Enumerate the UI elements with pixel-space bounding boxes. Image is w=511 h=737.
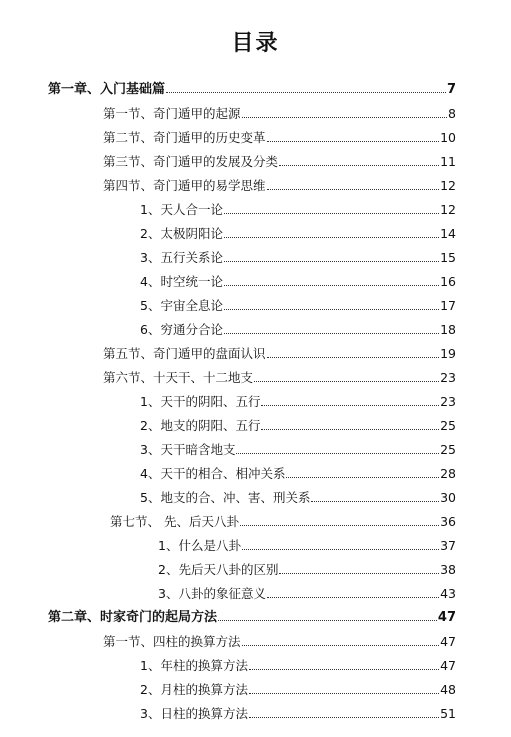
- toc-entry-label: 4、天干的相合、相冲关系: [140, 466, 286, 481]
- toc-page-number: 47: [440, 658, 456, 673]
- toc-leader-dots: [242, 540, 439, 550]
- toc-entry-label: 第二节、奇门遁甲的历史变革: [103, 130, 266, 145]
- toc-entry-label: 第三节、奇门遁甲的发展及分类: [103, 154, 279, 169]
- toc-entry-label: 4、时空统一论: [140, 274, 223, 289]
- toc-title: 目录: [231, 31, 280, 56]
- toc-entry-label: 第四节、奇门遁甲的易学思维: [103, 178, 266, 193]
- toc-page-number: 47: [440, 634, 456, 649]
- toc-entry: [140, 682, 456, 698]
- toc-entry-label: 2、月柱的换算方法: [140, 682, 248, 697]
- toc-entry-label: 1、天人合一论: [140, 202, 223, 217]
- toc-page-number: 38: [440, 562, 456, 577]
- toc-leader-dots: [224, 300, 439, 310]
- toc-entry: [103, 106, 456, 122]
- toc-page-number: 23: [440, 394, 456, 409]
- toc-page-number: 30: [440, 490, 456, 505]
- toc-entry: [140, 706, 456, 722]
- toc-entry-label: 2、地支的阴阳、五行: [140, 418, 261, 433]
- toc-entry: [140, 466, 456, 482]
- toc-leader-dots: [224, 228, 439, 238]
- toc-page-number: 43: [440, 586, 456, 601]
- toc-page-number: 10: [440, 130, 456, 145]
- toc-leader-dots: [166, 83, 446, 93]
- toc-entry: [140, 322, 456, 338]
- toc-page-number: 17: [440, 298, 456, 313]
- toc-entry-label: 第一节、奇门遁甲的起源: [103, 106, 241, 121]
- toc-page-number: 51: [440, 706, 456, 721]
- toc-page-number: 18: [440, 322, 456, 337]
- toc-entry: [103, 370, 456, 386]
- toc-entry-label: 5、宇宙全息论: [140, 298, 223, 313]
- toc-page-number: 48: [440, 682, 456, 697]
- toc-page-number: 16: [440, 274, 456, 289]
- toc-entry-label: 1、什么是八卦: [158, 538, 241, 553]
- toc-entry-label: 3、五行关系论: [140, 250, 223, 265]
- toc-leader-dots: [311, 492, 439, 502]
- toc-entry-label: 5、地支的合、冲、害、刑关系: [140, 490, 311, 505]
- toc-entry: [140, 298, 456, 314]
- toc-entry-label: 第二章、时家奇门的起局方法: [48, 610, 218, 625]
- toc-leader-dots: [224, 276, 439, 286]
- toc-leader-dots: [267, 180, 440, 190]
- toc-leader-dots: [240, 516, 439, 526]
- toc-leader-dots: [279, 156, 439, 166]
- toc-entry: [110, 514, 456, 530]
- toc-page-number: 28: [440, 466, 456, 481]
- toc-entry: [103, 346, 456, 362]
- toc-entry: [140, 442, 456, 458]
- toc-entry: [140, 250, 456, 266]
- toc-entry: [140, 202, 456, 218]
- toc-page-number: 7: [446, 82, 456, 97]
- toc-entry: [103, 178, 456, 194]
- toc-entry-label: 第五节、奇门遁甲的盘面认识: [103, 346, 266, 361]
- toc-entry-label: 第六节、十天干、十二地支: [103, 370, 254, 385]
- toc-leader-dots: [249, 660, 439, 670]
- toc-leader-dots: [224, 324, 439, 334]
- toc-leader-dots: [261, 420, 439, 430]
- toc-page-number: 25: [440, 418, 456, 433]
- toc-page-number: 12: [440, 178, 456, 193]
- toc-entry: [158, 586, 456, 602]
- toc-entry: [140, 490, 456, 506]
- toc-entry: [140, 226, 456, 242]
- toc-leader-dots: [224, 252, 439, 262]
- toc-entry: [140, 274, 456, 290]
- toc-leader-dots: [249, 684, 439, 694]
- toc-entry-label: 第七节、 先、后天八卦: [110, 514, 239, 529]
- toc-leader-dots: [267, 132, 440, 142]
- toc-entry-label: 6、穷通分合论: [140, 322, 223, 337]
- toc-entry: [158, 562, 456, 578]
- toc-entry-label: 2、太极阴阳论: [140, 226, 223, 241]
- toc-chapter-entry: [48, 82, 456, 98]
- toc-leader-dots: [267, 588, 439, 598]
- toc-page-number: 8: [448, 106, 456, 121]
- toc-leader-dots: [236, 444, 439, 454]
- toc-page-number: 12: [440, 202, 456, 217]
- toc-entry-label: 2、先后天八卦的区别: [158, 562, 279, 577]
- toc-entry: [103, 130, 456, 146]
- toc-leader-dots: [242, 108, 448, 118]
- toc-leader-dots: [254, 372, 439, 382]
- toc-entry: [103, 154, 456, 170]
- toc-entry-label: 3、八卦的象征意义: [158, 586, 266, 601]
- toc-entry-label: 1、年柱的换算方法: [140, 658, 248, 673]
- toc-entry: [140, 658, 456, 674]
- toc-chapter-entry: [48, 610, 456, 626]
- toc-page-number: 19: [440, 346, 456, 361]
- toc-entry-label: 3、日柱的换算方法: [140, 706, 248, 721]
- toc-entry-label: 第一章、入门基础篇: [48, 82, 166, 97]
- toc-page-number: 15: [440, 250, 456, 265]
- toc-page-number: 23: [440, 370, 456, 385]
- toc-page-number: 36: [440, 514, 456, 529]
- toc-page-number: 25: [440, 442, 456, 457]
- toc-leader-dots: [224, 204, 439, 214]
- toc-leader-dots: [218, 611, 437, 621]
- toc-entry: [140, 394, 456, 410]
- toc-leader-dots: [286, 468, 439, 478]
- toc-entry-label: 1、天干的阴阳、五行: [140, 394, 261, 409]
- toc-entry: [158, 538, 456, 554]
- toc-leader-dots: [279, 564, 439, 574]
- toc-page-number: 11: [440, 154, 456, 169]
- toc-entry-label: 3、天干暗含地支: [140, 442, 236, 457]
- toc-leader-dots: [261, 396, 439, 406]
- toc-entry: [140, 418, 456, 434]
- toc-leader-dots: [242, 636, 440, 646]
- toc-leader-dots: [267, 348, 440, 358]
- toc-page-number: 37: [440, 538, 456, 553]
- toc-entry: [103, 634, 456, 650]
- toc-entry-label: 第一节、四柱的换算方法: [103, 634, 241, 649]
- toc-page-number: 47: [437, 610, 456, 625]
- toc-leader-dots: [249, 708, 439, 718]
- toc-page-number: 14: [440, 226, 456, 241]
